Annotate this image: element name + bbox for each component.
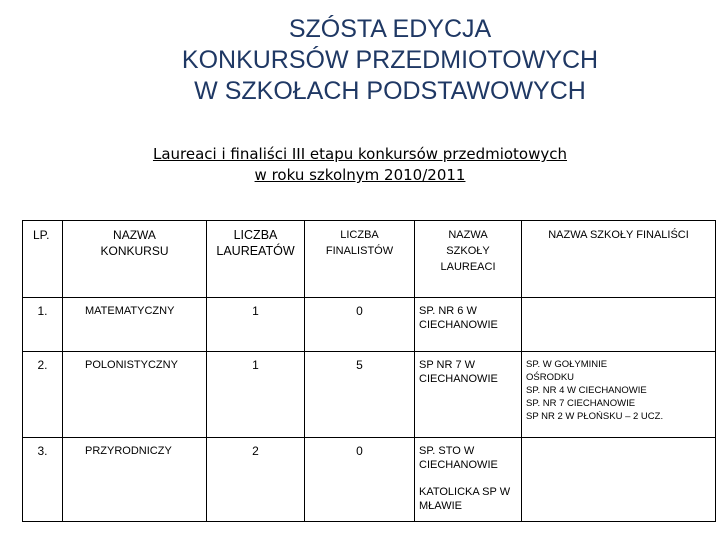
cell-finalisci: 0	[305, 298, 415, 352]
cell-konkurs: PRZYRODNICZY	[63, 438, 207, 522]
results-table	[22, 220, 716, 522]
table-header-row	[23, 221, 716, 298]
finalist-school: OŚRODKU	[526, 372, 575, 383]
table-row	[23, 298, 716, 352]
subtitle-line-2: w roku szkolnym 2010/2011	[254, 166, 466, 184]
cell-szkola-finalisci	[522, 352, 716, 438]
header-lp: LP.	[23, 221, 63, 298]
cell-konkurs: MATEMATYCZNY	[63, 298, 207, 352]
cell-finalisci: 0	[305, 438, 415, 522]
subtitle	[0, 144, 720, 186]
finalist-school: SP. NR 4 W CIECHANOWIE	[526, 385, 647, 396]
cell-szkola-laureaci	[415, 298, 522, 352]
school-name: KATOLICKA SP W MŁAWIE	[419, 486, 511, 512]
cell-lp: 3.	[23, 438, 63, 522]
school-name: SP. STO W CIECHANOWIE	[419, 445, 498, 471]
cell-laureaci: 1	[207, 352, 305, 438]
school-name: SP. NR 6 W CIECHANOWIE	[419, 305, 498, 331]
header-szkola-finalisci: NAZWA SZKOŁY FINALIŚCI	[522, 221, 716, 298]
cell-szkola-laureaci	[415, 438, 522, 522]
cell-konkurs: POLONISTYCZNY	[63, 352, 207, 438]
cell-szkola-finalisci	[522, 298, 716, 352]
cell-szkola-laureaci	[415, 352, 522, 438]
finalist-school: SP NR 2 W PŁOŃSKU – 2 UCZ.	[526, 411, 664, 422]
finalist-school: SP. NR 7 CIECHANOWIE	[526, 398, 636, 409]
page-title	[60, 14, 720, 107]
subtitle-line-1: Laureaci i finaliści III etapu konkursów przedmiotowych	[152, 145, 568, 163]
school-name: SP NR 7 W CIECHANOWIE	[419, 359, 498, 385]
title-line-3: W SZKOŁACH PODSTAWOWYCH	[194, 77, 586, 105]
header-laureaci: LICZBA LAUREATÓW	[207, 221, 305, 298]
cell-lp: 2.	[23, 352, 63, 438]
cell-laureaci: 1	[207, 298, 305, 352]
header-szkola-laureaci: NAZWA SZKOŁY LAUREACI	[415, 221, 522, 298]
cell-finalisci: 5	[305, 352, 415, 438]
header-finalisci: LICZBA FINALISTÓW	[305, 221, 415, 298]
cell-lp: 1.	[23, 298, 63, 352]
table-row	[23, 352, 716, 438]
finalist-school: SP. W GOŁYMINIE	[526, 359, 608, 370]
cell-szkola-finalisci	[522, 438, 716, 522]
header-konkurs: NAZWA KONKURSU	[63, 221, 207, 298]
table-row	[23, 438, 716, 522]
title-line-2: KONKURSÓW PRZEDMIOTOWYCH	[181, 46, 599, 74]
cell-laureaci: 2	[207, 438, 305, 522]
title-line-1: SZÓSTA EDYCJA	[288, 15, 492, 43]
